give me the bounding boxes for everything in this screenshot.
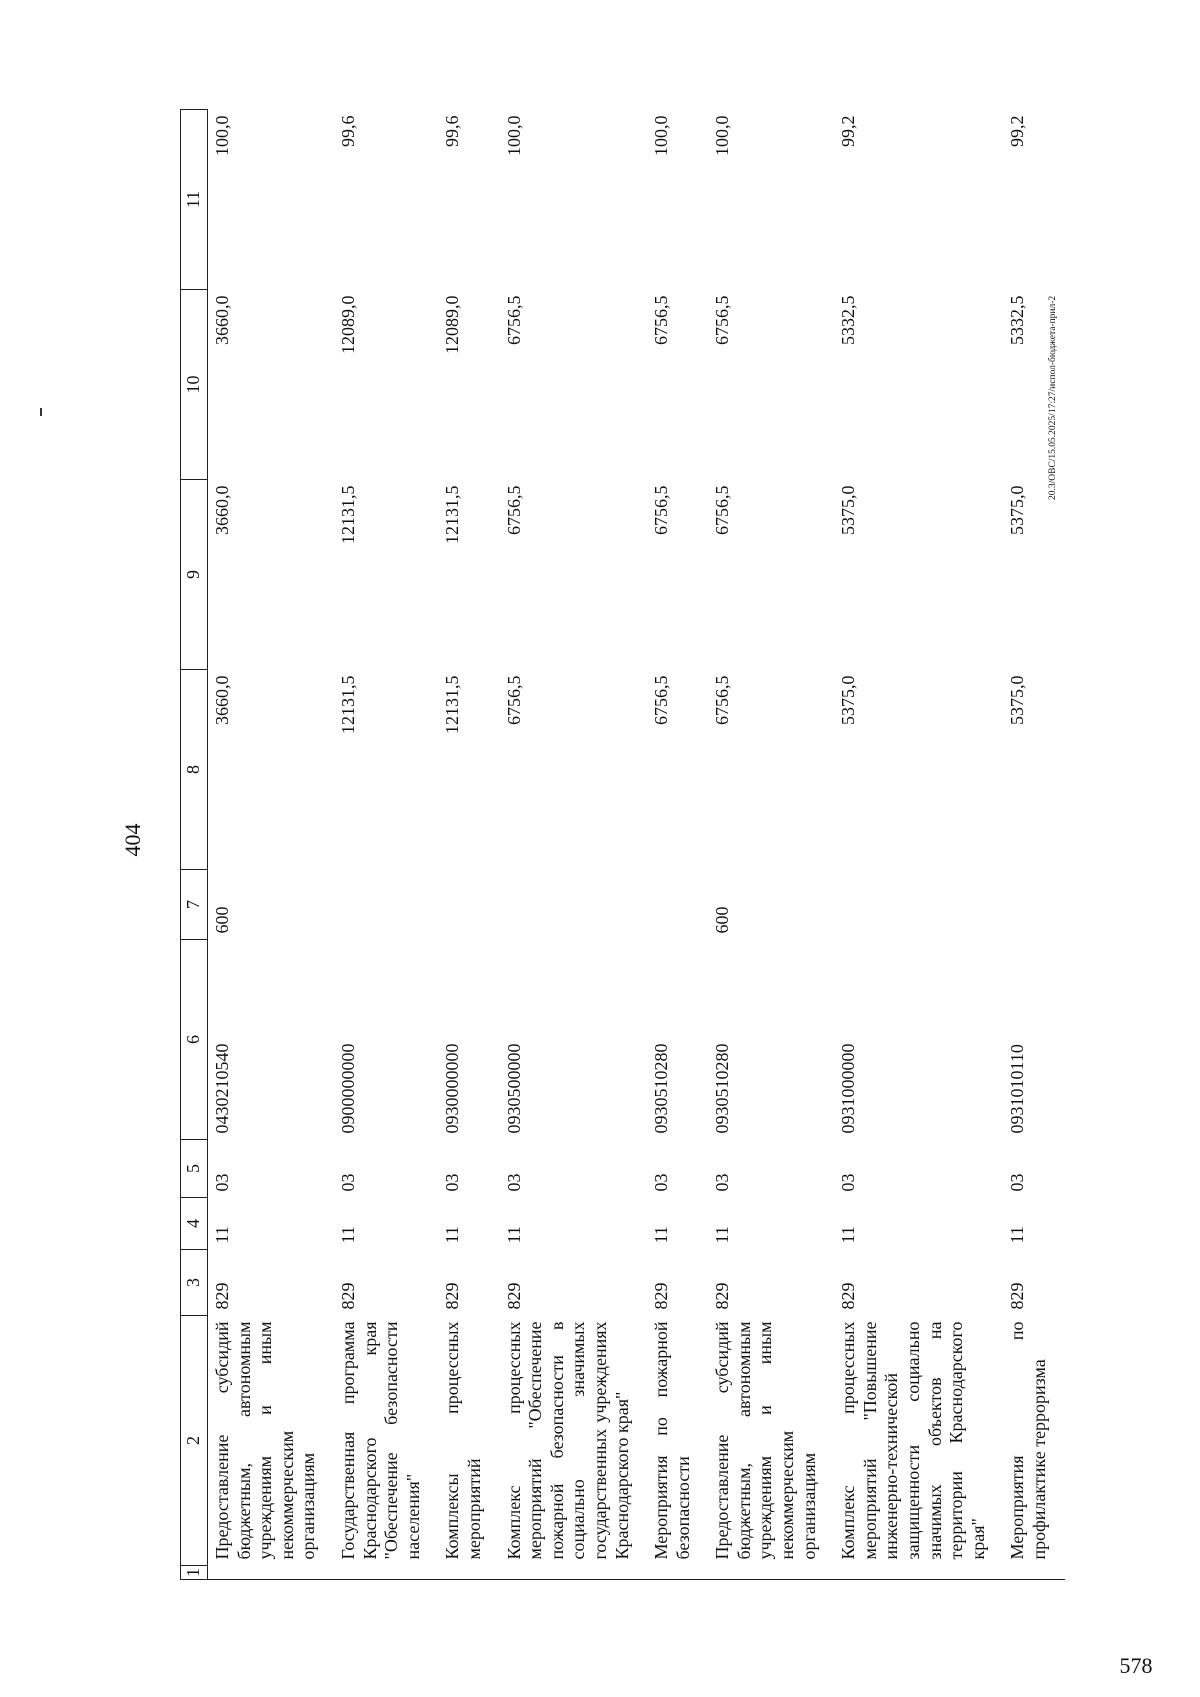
table-row: [500, 110, 648, 1580]
cell-col3: 829: [212, 1282, 232, 1310]
sheet-number: 404: [120, 823, 145, 857]
cell-col5: 03: [442, 1173, 463, 1192]
cell-col11: 100,0: [212, 115, 232, 156]
table-row: [438, 110, 499, 1580]
cell-col6: 0931000000: [838, 1043, 859, 1134]
budget-table: [180, 109, 1065, 1580]
cell-col9: 3660,0: [212, 485, 232, 535]
cell-col11: 99,2: [1007, 115, 1028, 147]
cell-col4: 11: [712, 1226, 733, 1244]
row-gutter: [208, 1566, 334, 1580]
cell-col9: 6756,5: [712, 485, 733, 535]
row-gutter: [334, 1566, 438, 1580]
cell-col10: 12089,0: [442, 295, 463, 354]
col-header-4: 4: [181, 1198, 208, 1250]
cell-col3: 829: [838, 1282, 859, 1310]
col-header-11: 11: [181, 110, 208, 290]
cell-col8: 6756,5: [651, 675, 672, 725]
cell-col6: 0930510280: [712, 1043, 733, 1134]
cell-col7: [438, 870, 499, 940]
page-number: 578: [1119, 1653, 1153, 1678]
cell-col6: 0930000000: [442, 1043, 463, 1134]
cell-col8: 5375,0: [1007, 675, 1028, 725]
cell-col4: 11: [442, 1226, 463, 1244]
row-name: Мероприятия по профилактике терроризма: [1007, 1321, 1049, 1560]
header-row: [181, 110, 208, 1580]
cell-col9: 6756,5: [503, 485, 524, 535]
cell-col3: 829: [712, 1282, 733, 1310]
cell-col11: 99,2: [838, 115, 859, 147]
cell-col3: 829: [442, 1282, 463, 1310]
cell-col5: 03: [503, 1173, 524, 1192]
cell-col8: 6756,5: [712, 675, 733, 725]
cell-col5: 03: [1007, 1173, 1028, 1192]
cell-col8: 3660,0: [212, 675, 232, 725]
row-name: Мероприятия по пожарной безопасности: [651, 1321, 693, 1560]
cell-col9: 5375,0: [1007, 485, 1028, 535]
cell-col11: 100,0: [503, 115, 524, 156]
cell-col5: 03: [212, 1173, 232, 1192]
table-row: [334, 110, 438, 1580]
cell-col6: 0930510280: [651, 1043, 672, 1134]
col-header-5: 5: [181, 1140, 208, 1198]
cell-col7: 600: [212, 906, 232, 934]
row-name: Предоставление субсидий бюджетным, автономным учреждениям и иным некоммерческим организациям: [212, 1321, 319, 1560]
cell-col6: 0900000000: [337, 1043, 358, 1134]
row-name: Комплекс процессных мероприятий "Обеспечение пожарной безопасности в социально значимых государственных учреждениях Краснодарского края": [503, 1321, 632, 1560]
cell-col3: 829: [1007, 1282, 1028, 1310]
cell-col10: 5332,5: [1007, 295, 1028, 345]
table-row: [208, 110, 334, 1580]
cell-col4: 11: [1007, 1226, 1028, 1244]
cell-col3: 829: [503, 1282, 524, 1310]
col-header-10: 10: [181, 290, 208, 480]
cell-col6: 0430210540: [212, 1043, 232, 1134]
cell-col5: 03: [651, 1173, 672, 1192]
cell-col4: 11: [337, 1226, 358, 1244]
cell-col10: 6756,5: [712, 295, 733, 345]
cell-col10: 12089,0: [337, 295, 358, 354]
row-gutter: [834, 1566, 1003, 1580]
cell-col10: 3660,0: [212, 295, 232, 345]
cell-col6: 0930500000: [503, 1043, 524, 1134]
cell-col9: 12131,5: [442, 485, 463, 544]
cell-col7: [500, 870, 648, 940]
cell-col5: 03: [337, 1173, 358, 1192]
cell-col8: 12131,5: [442, 675, 463, 734]
cell-col6: 0931010110: [1007, 1044, 1028, 1134]
cell-col4: 11: [503, 1226, 524, 1244]
cell-col11: 99,6: [337, 115, 358, 147]
cell-col10: 6756,5: [651, 295, 672, 345]
cell-col4: 11: [212, 1226, 232, 1244]
col-header-2: 2: [181, 1316, 208, 1566]
cell-col11: 100,0: [651, 115, 672, 156]
cell-col3: 829: [651, 1282, 672, 1310]
col-header-7: 7: [181, 870, 208, 940]
table-row: [647, 110, 708, 1580]
cell-col11: 99,6: [442, 115, 463, 147]
row-gutter: [500, 1566, 648, 1580]
row-gutter: [708, 1566, 834, 1580]
cell-col10: 5332,5: [838, 295, 859, 345]
cell-col5: 03: [712, 1173, 733, 1192]
cell-col9: 6756,5: [651, 485, 672, 535]
col-header-9: 9: [181, 480, 208, 670]
row-name: Комплексы процессных мероприятий: [442, 1321, 484, 1560]
col-header-8: 8: [181, 670, 208, 870]
cell-col7: 600: [712, 906, 733, 934]
row-name: Государственная программа Краснодарского края "Обеспечение безопасности населения": [337, 1321, 423, 1560]
row-gutter: [1003, 1566, 1064, 1580]
footer-note: 20.3/ОВС/15.05.2025/17:27/испол-бюджета-прил-2: [1048, 295, 1058, 500]
cell-col7: [334, 870, 438, 940]
cell-col9: 12131,5: [337, 485, 358, 544]
table-row: [708, 110, 834, 1580]
col-header-3: 3: [181, 1250, 208, 1316]
stray-mark: [40, 408, 42, 416]
cell-col3: 829: [337, 1282, 358, 1310]
table-row: [834, 110, 1003, 1580]
col-header-6: 6: [181, 940, 208, 1140]
row-name: Комплекс процессных мероприятий "Повышение инженерно-технической защищенности социально значимых объектов на территории Краснодарского края": [838, 1321, 988, 1560]
rotated-sheet: [100, 60, 1060, 1620]
row-gutter: [647, 1566, 708, 1580]
cell-col10: 6756,5: [503, 295, 524, 345]
cell-col8: 5375,0: [838, 675, 859, 725]
cell-col7: [1003, 870, 1064, 940]
row-gutter: [438, 1566, 499, 1580]
cell-col8: 12131,5: [337, 675, 358, 734]
cell-col4: 11: [651, 1226, 672, 1244]
cell-col4: 11: [838, 1226, 859, 1244]
row-name: Предоставление субсидий бюджетным, автономным учреждениям и иным некоммерческим организациям: [712, 1321, 819, 1560]
cell-col7: [834, 870, 1003, 940]
cell-col8: 6756,5: [503, 675, 524, 725]
cell-col11: 100,0: [712, 115, 733, 156]
cell-col7: [647, 870, 708, 940]
cell-col5: 03: [838, 1173, 859, 1192]
col-header-1: 1: [181, 1566, 208, 1580]
cell-col9: 5375,0: [838, 485, 859, 535]
